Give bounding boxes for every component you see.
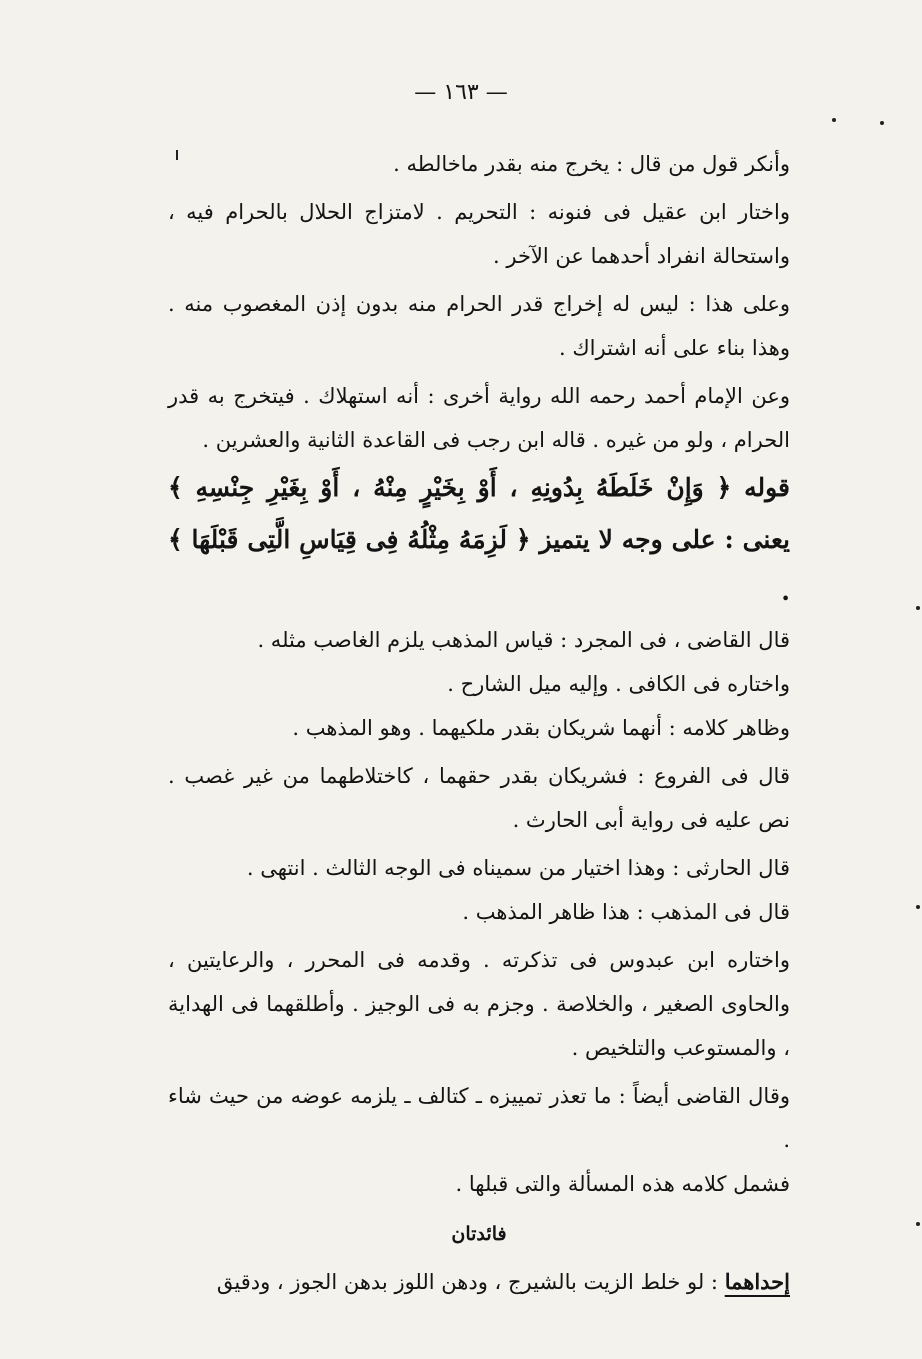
paragraph: فشمل كلامه هذه المسألة والتى قبلها .: [455, 1172, 790, 1196]
paragraph: واختاره ابن عبدوس فى تذكرته . وقدمه فى المحرر ، والرعايتين ، والحاوى الصغير ، والخلاصة . وجزم به فى الوجيز . وأطلقهما فى الهداية ، والمستوعب والتلخيص .: [168, 948, 790, 1060]
paragraph: قال فى المذهب : هذا ظاهر المذهب .: [462, 900, 790, 924]
matn-quote: قوله ﴿ وَإِنْ خَلَطَهُ بِدُونِهِ ، أَوْ بِخَيْرٍ مِنْهُ ، أَوْ بِغَيْرِ جِنْسِهِ ﴾ يعنى : على وجه لا يتميز ﴿ لَزِمَهُ مِثْلُهُ فِى قِيَاسِ الَّتِى قَبْلَهَا ﴾ .: [168, 473, 790, 606]
paragraph: قال الحارثى : وهذا اختيار من سميناه فى الوجه الثالث . انتهى .: [246, 856, 790, 880]
scan-speck: [880, 121, 884, 125]
scan-speck: [832, 118, 836, 122]
paragraph: واختار ابن عقيل فى فنونه : التحريم . لامتزاج الحلال بالحرام فيه ، واستحالة انفراد أحدهما عن الآخر .: [168, 200, 790, 268]
page-number: — ١٦٣ —: [414, 80, 508, 105]
paragraph: قال القاضى ، فى المجرد : قياس المذهب يلزم الغاصب مثله .: [257, 628, 790, 652]
paragraph: وعن الإمام أحمد رحمه الله رواية أخرى : أنه استهلاك . فيتخرج به قدر الحرام ، ولو من غيره . قاله ابن رجب فى القاعدة الثانية والعشرين .: [168, 384, 790, 452]
last-line-text: : لو خلط الزيت بالشيرج ، ودهن اللوز بدهن الجوز ، ودقيق: [216, 1270, 719, 1294]
scan-speck: [916, 1222, 920, 1226]
scan-speck: [916, 905, 920, 909]
scan-mark: [176, 150, 178, 160]
scan-speck: [916, 606, 920, 610]
section-heading: فائدتان: [451, 1223, 507, 1245]
paragraph: واختاره فى الكافى . وإليه ميل الشارح .: [447, 672, 790, 696]
main-text: [168, 142, 790, 1304]
underlined-lead-word: إحداهما: [724, 1269, 790, 1294]
paragraph: قال فى الفروع : فشريكان بقدر حقهما ، كاختلاطهما من غير غصب . نص عليه فى رواية أبى الحارث .: [168, 764, 790, 832]
paragraph: وأنكر قول من قال : يخرج منه بقدر ماخالطه .: [393, 152, 790, 176]
paragraph: وعلى هذا : ليس له إخراج قدر الحرام منه بدون إذن المغصوب منه . وهذا بناء على أنه اشتراك .: [168, 292, 790, 360]
paragraph: وقال القاضى أيضاً : ما تعذر تمييزه ـ كتالف ـ يلزمه عوضه من حيث شاء .: [168, 1084, 790, 1152]
paragraph: وظاهر كلامه : أنهما شريكان بقدر ملكيهما . وهو المذهب .: [292, 716, 790, 740]
last-line: [168, 1260, 790, 1304]
